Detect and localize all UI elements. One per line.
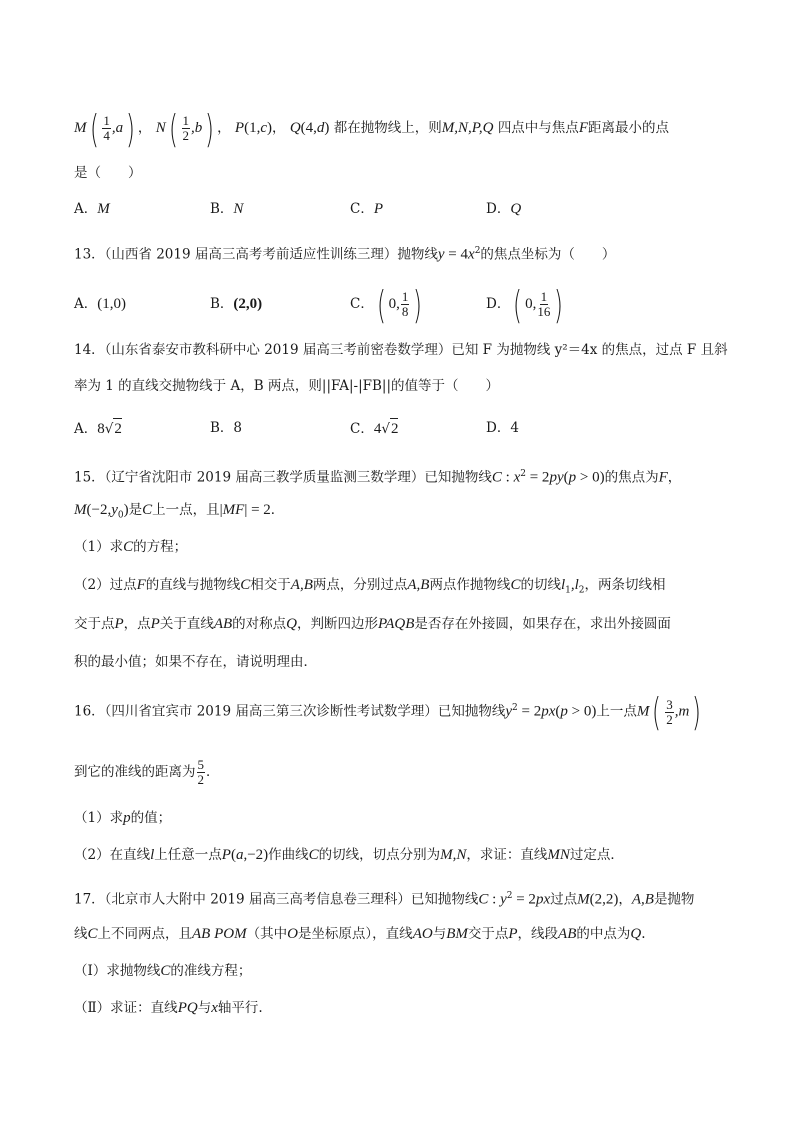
document-page: M( $\frac{1}{4}$ ,a) ， N( $\frac{1}{2}$ ,b) ， P(1,c)， Q(4,d) 都在抛物线上，则M,N,P,Q 四点中与焦点F距离最小的点 是（ ） A．M B．N C．P D．Q 13．（山西省 2019 届高三高考考前适应性训练三理）抛物线$y = 4x^2$的焦点坐标为（ ） A．(1,0) B．(2,0) C．( 0, $\frac{1}{8}$ ) D．( 0, $\frac{1}{16}$ ) 14．（山东省泰安市教科研中心 2019 届高三考前密卷数学理）已知 F 为抛物线 y²＝4x 的焦点，过点 F 且斜 率为 1 的直线交抛物线于 A，B 两点，则||FA|-|FB||的值等于（ ） A．8√2 B．8 C．4√2 D．4 15．（辽宁省沈阳市 2019 届高三教学质量监测三数学理）已知抛物线C : $x^2 = 2py(p > 0)$的焦点为F， $M(-2,y_0)$是C上一点，且|MF| = 2． （1）求C的方程； （2）过点F的直线与抛物线C相交于A,B两点，分别过点A,B两点作抛物线C的切线$l_1,l_2$，两条切线相 交于点P，点P关于直线AB的对称点Q，判断四边形PAQB是否存在外接圆，如果存在，求出外接圆面 积的最小值；如果不存在，请说明理由． 16．（四川省宜宾市 2019 届高三第三次诊断性考试数学理）已知抛物线$y^2 = 2px(p > 0)$上一点M( $\frac{3}{2}$ ,m) 到它的准线的距离为 $\frac{5}{2}$ ． （1）求p的值； （2）在直线l上任意一点P(a,−2)作曲线C的切线，切点分别为M,N，求证：直线MN过定点． 17．（北京市人大附中 2019 届高三高考信息卷三理科）已知抛物线C : $y^2 = 2px$过点M(2,2)，A,B是抛物 线C上不同两点，且AB POM（其中O是坐标原点），直线AO与BM交于点P，线段AB的中点为Q. （Ⅰ）求抛物线C的准线方程； （Ⅱ）求证：直线PQ与x轴平行. (74, 106, 728, 1016)
q15-line2: $M(-2,y_0)$是C上一点，且|MF| = 2． (74, 502, 285, 521)
q15-sub1: （1）求C的方程； (74, 539, 188, 555)
q16-line2: 到它的准线的距离为 $\frac{5}{2}$ ． (74, 757, 220, 787)
q12-line1: M( $\frac{1}{4}$ ,a) ， N( $\frac{1}{2}$ ,b) ， P(1,c)， Q(4,d) 都在抛物线上，则M,N,P,Q 四点中与焦点F距离最小的点 (74, 106, 669, 151)
q15-sub2-line2: 交于点P，点P关于直线AB的对称点Q，判断四边形PAQB是否存在外接圆，如果存在，求出外接圆面 (74, 616, 671, 632)
q15-sub2-line1: （2）过点F的直线与抛物线C相交于A,B两点，分别过点A,B两点作抛物线C的切线$l_1,l_2$，两条切线相 (74, 577, 666, 596)
q15-sub2-line3: 积的最小值；如果不存在，请说明理由． (74, 654, 317, 670)
q15-line1: 15．（辽宁省沈阳市 2019 届高三教学质量监测三数学理）已知抛物线C : $x^2 = 2py(p > 0)$的焦点为F， (74, 469, 682, 486)
q13-stem: 13．（山西省 2019 届高三高考考前适应性训练三理）抛物线$y = 4x^2$的焦点坐标为（ ） (74, 246, 616, 263)
q12-line2: 是（ ） (74, 165, 142, 181)
q17-line1: 17．（北京市人大附中 2019 届高三高考信息卷三理科）已知抛物线C : $y^2 = 2px$过点M(2,2)，A,B是抛物 (74, 891, 695, 908)
q16-sub1: （1）求p的值； (74, 810, 172, 826)
q14-line1: 14．（山东省泰安市教科研中心 2019 届高三考前密卷数学理）已知 F 为抛物线 y²＝4x 的焦点，过点 F 且斜 (74, 342, 728, 358)
q14-line2: 率为 1 的直线交抛物线于 A，B 两点，则||FA|-|FB||的值等于（ ） (74, 378, 500, 394)
q17-sub2: （Ⅱ）求证：直线PQ与x轴平行. (74, 1000, 263, 1016)
q16-line1: 16．（四川省宜宾市 2019 届高三第三次诊断性考试数学理）已知抛物线$y^2 = 2px(p > 0)$上一点M( $\frac{3}{2}$ ,m) (74, 690, 702, 734)
q17-sub1: （Ⅰ）求抛物线C的准线方程； (74, 963, 252, 979)
q13-options: A．(1,0) B．(2,0) C．( 0, $\frac{1}{8}$ ) D．( 0, $\frac{1}{16}$ ) (74, 282, 564, 327)
q17-line2: 线C上不同两点，且AB POM（其中O是坐标原点），直线AO与BM交于点P，线段AB的中点为Q. (74, 926, 646, 942)
q16-sub2: （2）在直线l上任意一点P(a,−2)作曲线C的切线，切点分别为M,N，求证：直线MN过定点． (74, 847, 624, 863)
